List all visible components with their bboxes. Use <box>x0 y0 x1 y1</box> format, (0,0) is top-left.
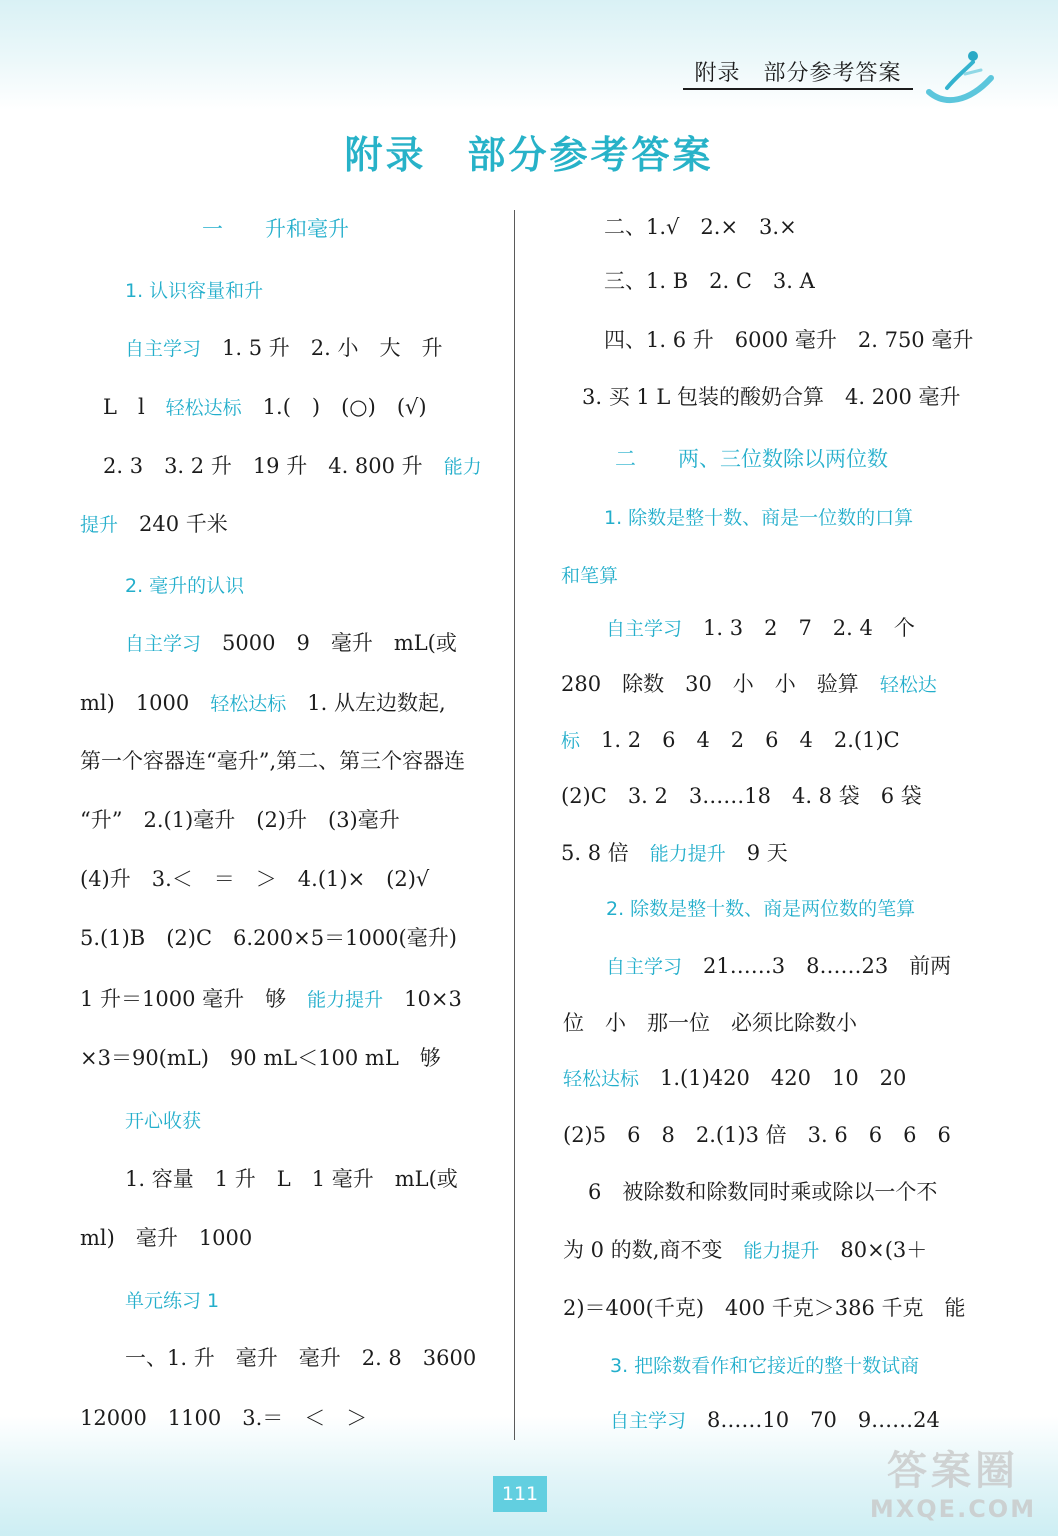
label-text: 自主学习 <box>125 633 202 655</box>
answer-text: 9 天 <box>725 841 788 865</box>
right-answer-line <box>561 560 618 590</box>
answer-text: 二、1.√ 2.× 3.× <box>604 215 797 239</box>
left-answer-line <box>80 864 429 894</box>
label-text: 轻松达标 <box>165 397 242 419</box>
label-text: 能力提升 <box>743 1240 820 1262</box>
right-answer-line <box>582 382 961 412</box>
label-text: 和笔算 <box>561 565 619 587</box>
label-text: 1. 认识容量和升 <box>125 280 264 302</box>
label-text: 轻松达 <box>879 674 937 696</box>
right-answer-line <box>610 1350 919 1380</box>
left-answer-line <box>80 805 400 835</box>
label-text: 3. 把除数看作和它接近的整十数试商 <box>610 1355 920 1377</box>
label-text: 自主学习 <box>606 618 683 640</box>
label-text: 能力提升 <box>649 843 726 865</box>
answer-text: 第一个容器连“毫升”,第二、第三个容器连 <box>80 749 466 773</box>
right-answer-line <box>563 1008 857 1038</box>
swoosh-logo-icon <box>925 48 995 108</box>
label-text: 能力提升 <box>307 989 384 1011</box>
answer-text: ×3＝90(mL) 90 mL＜100 mL 够 <box>80 1046 441 1070</box>
watermark-text: 答案圈 <box>887 1448 1019 1494</box>
answer-text: 位 小 那一位 必须比除数小 <box>563 1011 857 1035</box>
label-text: 1. 除数是整十数、商是一位数的口算 <box>604 507 914 529</box>
column-divider <box>514 210 515 1440</box>
left-answer-line <box>103 451 482 481</box>
answer-text: 三、1. B 2. C 3. A <box>604 269 815 293</box>
answer-text: 为 0 的数,商不变 <box>563 1238 744 1262</box>
answer-text: 21……3 8……23 前两 <box>682 954 952 978</box>
section-heading: 二 两、三位数除以两位数 <box>615 447 888 471</box>
left-answer-line <box>125 570 244 600</box>
watermark-logo <box>858 1448 1048 1532</box>
left-answer-line <box>125 1343 476 1373</box>
right-answer-line <box>561 725 900 755</box>
answer-text: 四、1. 6 升 6000 毫升 2. 750 毫升 <box>604 328 974 352</box>
label-text: 开心收获 <box>125 1110 202 1132</box>
left-answer-line <box>125 1285 219 1315</box>
left-answer-line <box>125 628 457 658</box>
right-answer-line <box>561 838 788 868</box>
answer-text: 6 被除数和除数同时乘或除以一个不 <box>588 1180 938 1204</box>
right-answer-line <box>606 613 915 643</box>
answer-text: 8……10 70 9……24 <box>686 1408 940 1432</box>
label-text: 2. 毫升的认识 <box>125 575 245 597</box>
label-text: 自主学习 <box>610 1410 687 1432</box>
answer-text: ml) 毫升 1000 <box>80 1226 253 1250</box>
answer-text: 240 千米 <box>118 512 228 536</box>
right-answer-line <box>604 325 973 355</box>
answer-text: (2)C 3. 2 3……18 4. 8 袋 6 袋 <box>561 784 922 808</box>
label-text: 自主学习 <box>125 338 202 360</box>
label-text: 能力 <box>443 456 482 478</box>
answer-text: 1 升＝1000 毫升 够 <box>80 987 308 1011</box>
right-answer-line <box>615 444 888 474</box>
answer-text: 1.( ) (○) (√) <box>241 395 427 419</box>
page-title: 附录 部分参考答案 <box>344 133 714 177</box>
page-number: 111 <box>493 1476 547 1512</box>
right-answer-line <box>606 893 915 923</box>
watermark-url: MXQE.COM <box>869 1495 1037 1523</box>
right-answer-line <box>561 781 922 811</box>
answer-text: 12000 1100 3.＝ ＜ ＞ <box>80 1406 368 1430</box>
left-answer-line <box>80 984 462 1014</box>
header-band <box>0 0 1058 110</box>
answer-text: 5. 8 倍 <box>561 841 650 865</box>
right-answer-line <box>563 1120 951 1150</box>
answer-text: 1. 2 6 4 2 6 4 2.(1)C <box>580 728 900 752</box>
left-answer-line <box>103 392 427 422</box>
right-answer-line <box>604 212 797 242</box>
left-answer-line <box>80 746 465 776</box>
answer-text: (2)5 6 8 2.(1)3 倍 3. 6 6 6 6 <box>563 1123 951 1147</box>
answer-text: 2)＝400(千克) 400 千克＞386 千克 能 <box>563 1296 966 1320</box>
answer-text: “升” 2.(1)毫升 (2)升 (3)毫升 <box>80 808 400 832</box>
right-answer-line <box>563 1235 927 1265</box>
left-answer-line <box>80 1043 441 1073</box>
answer-text: 1. 从左边数起, <box>286 691 446 715</box>
answer-text: 1. 5 升 2. 小 大 升 <box>201 336 443 360</box>
label-text: 标 <box>561 730 581 752</box>
right-answer-line <box>561 669 937 699</box>
answer-text: L l <box>103 395 166 419</box>
label-text: 自主学习 <box>606 956 683 978</box>
answer-text: 5.(1)B (2)C 6.200×5＝1000(毫升) <box>80 926 457 950</box>
label-text: 提升 <box>80 514 119 536</box>
right-answer-line <box>588 1177 937 1207</box>
left-answer-line <box>125 275 263 305</box>
answer-text: 1.(1)420 420 10 20 <box>639 1066 907 1090</box>
left-answer-line <box>125 333 442 363</box>
right-answer-line <box>610 1405 940 1435</box>
answer-text: 280 除数 30 小 小 验算 <box>561 672 880 696</box>
answer-text: 10×3 <box>383 987 462 1011</box>
left-answer-line <box>80 688 446 718</box>
right-answer-line <box>606 951 951 981</box>
right-answer-line <box>563 1063 906 1093</box>
left-answer-line <box>80 1403 367 1433</box>
label-text: 单元练习 1 <box>125 1290 220 1312</box>
left-answer-line <box>125 1164 458 1194</box>
label-text: 轻松达标 <box>210 693 287 715</box>
right-answer-line <box>604 502 913 532</box>
running-header: 附录 部分参考答案 <box>683 60 913 90</box>
left-answer-line <box>80 509 228 539</box>
left-answer-line <box>80 923 457 953</box>
answer-text: ml) 1000 <box>80 691 211 715</box>
answer-text: 3. 买 1 L 包装的酸奶合算 4. 200 毫升 <box>582 385 961 409</box>
right-answer-line <box>604 266 815 296</box>
answer-text: 一、1. 升 毫升 毫升 2. 8 3600 <box>125 1346 477 1370</box>
section-heading: 一 升和毫升 <box>202 217 349 241</box>
label-text: 2. 除数是整十数、商是两位数的笔算 <box>606 898 916 920</box>
left-answer-line <box>202 214 349 244</box>
answer-text: 1. 3 2 7 2. 4 个 <box>682 616 915 640</box>
left-answer-line <box>80 1223 252 1253</box>
answer-text: (4)升 3.＜ ＝ ＞ 4.(1)× (2)√ <box>80 867 430 891</box>
left-answer-line <box>125 1105 201 1135</box>
answer-text: 1. 容量 1 升 L 1 毫升 mL(或 <box>125 1167 458 1191</box>
answer-text: 80×(3＋ <box>819 1238 928 1262</box>
answer-text: 5000 9 毫升 mL(或 <box>201 631 457 655</box>
label-text: 轻松达标 <box>563 1068 640 1090</box>
answer-text: 2. 3 3. 2 升 19 升 4. 800 升 <box>103 454 444 478</box>
right-answer-line <box>563 1293 966 1323</box>
